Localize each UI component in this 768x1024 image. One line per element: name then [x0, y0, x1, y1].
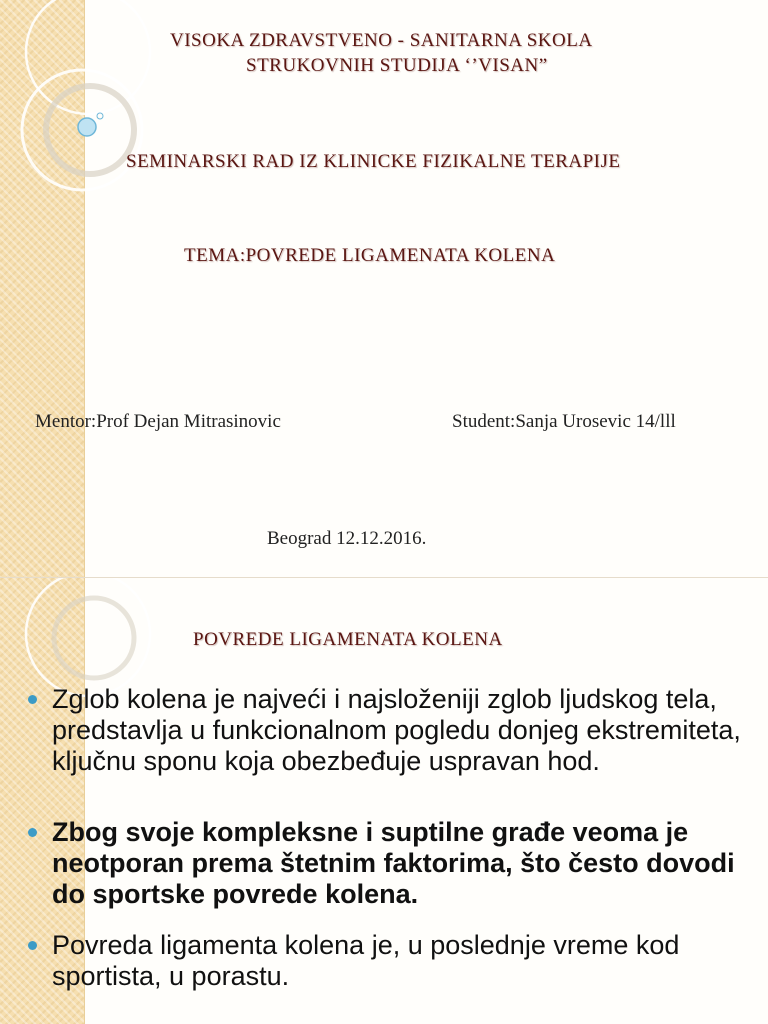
- list-item: [28, 684, 748, 777]
- content-slide: [0, 578, 768, 1024]
- school-name-line1: VISOKA ZDRAVSTVENO - SANITARNA SKOLA: [170, 30, 593, 51]
- student-text: Student:Sanja Urosevic 14/lll: [452, 411, 676, 432]
- seminar-title: SEMINARSKI RAD IZ KLINICKE FIZIKALNE TERAPIJE: [126, 151, 621, 172]
- bullet-list: [28, 684, 748, 992]
- topic-title: TEMA:POVREDE LIGAMENATA KOLENA: [184, 245, 556, 266]
- bullet-icon: [28, 695, 37, 704]
- mentor-text: Mentor:Prof Dejan Mitrasinovic: [35, 411, 281, 432]
- bullet-text: Zbog svoje kompleksne i suptilne građe veoma je neotporan prema štetnim faktorima, što često dovodi do sportske povrede kolena.: [52, 817, 735, 909]
- bullet-text: Povreda ligamenta kolena je, u poslednje vreme kod sportista, u porastu.: [52, 930, 680, 991]
- list-item: [28, 930, 748, 992]
- bullet-icon: [28, 828, 37, 837]
- place-date-text: Beograd 12.12.2016.: [267, 528, 427, 549]
- slide-title: POVREDE LIGAMENATA KOLENA: [193, 629, 503, 650]
- school-name-line2: STRUKOVNIH STUDIJA ‘’VISAN”: [246, 55, 548, 76]
- list-item: [28, 817, 748, 910]
- bullet-icon: [28, 941, 37, 950]
- bullet-text: Zglob kolena je najveći i najsloženiji zglob ljudskog tela, predstavlja u funkcionalnom pogledu donjeg ekstremiteta, ključnu sponu koja obezbeđuje uspravan hod.: [52, 684, 741, 776]
